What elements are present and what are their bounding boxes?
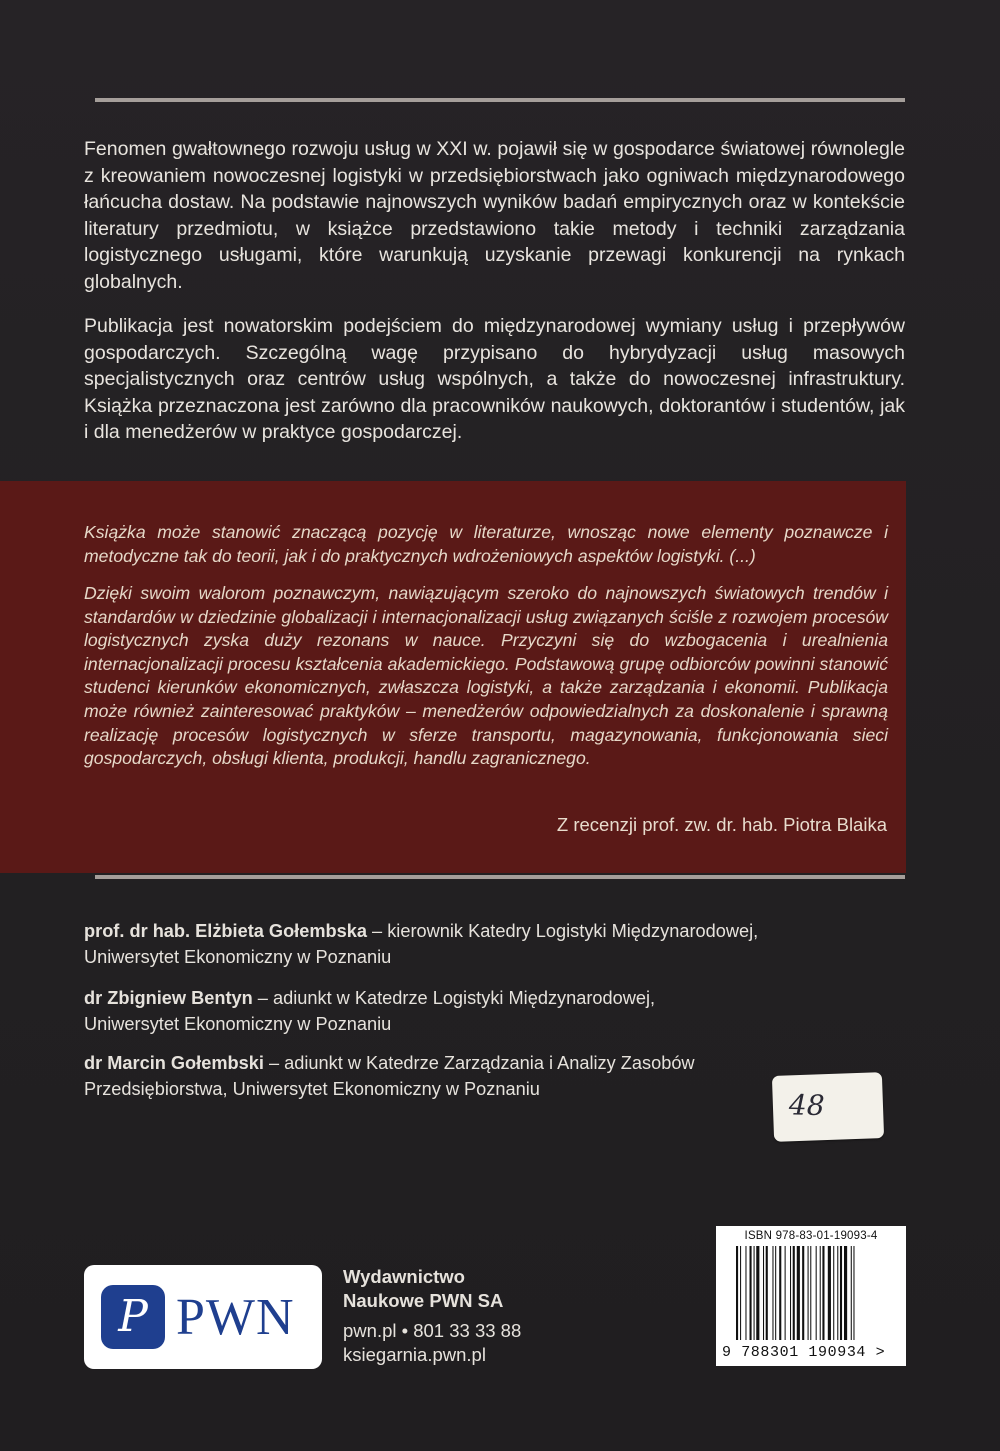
top-divider [95, 98, 905, 102]
review-attribution: Z recenzji prof. zw. dr. hab. Piotra Blaika [556, 814, 887, 835]
publisher-info [343, 1265, 521, 1367]
review-quote-1: Książka może stanowić znaczącą pozycję w literaturze, wnosząc nowe elementy poznawcze i metodyczne tak do teorii, jak i do praktycznych wdrożeniowych aspektów logistyki. (...) [84, 522, 888, 566]
review-quote-2: Dzięki swoim walorom poznawczym, nawiązującym szeroko do najnowszych światowych trendów i standardów w dziedzinie globalizacji i internacjonalizacji usług związanych ściśle z rozwojem procesów logistycznych zyska duży rezonans w nauce. Przyczyni się do wzbogacenia i urealnienia internacjonalizacji procesu kształcenia akademickiego. Podstawową grupę odbiorców powinni stanowić studenci kierunków ekonomicznych, zwłaszcza logistyki, a także zarządzania i ekonomii. Publikacja może również zainteresować praktyków – menedżerów odpowiedzialnych za doskonalenie i sprawną realizację procesów logistycznych w sferze transportu, magazynowania, funkcjonowania sieci gospodarczych, obsługi klienta, produkcji, handlu zagranicznego. [84, 583, 888, 769]
author-entry [84, 985, 904, 1037]
author-role: – adiunkt w Katedrze Logistyki Międzynarodowej, [252, 988, 656, 1008]
bottom-divider [95, 875, 905, 879]
publisher-name-line-2: Naukowe PWN SA [343, 1290, 504, 1311]
author-name: dr Zbigniew Bentyn [84, 988, 253, 1008]
author-entry [84, 918, 904, 970]
isbn-barcode-box [716, 1226, 906, 1366]
author-affiliation: Uniwersytet Ekonomiczny w Poznaniu [84, 1014, 392, 1034]
pwn-logo [84, 1265, 322, 1369]
barcode-icon [736, 1246, 892, 1342]
pwn-logo-text: PWN [176, 1289, 295, 1346]
publisher-name-line-1: Wydawnictwo [343, 1266, 465, 1287]
description-paragraph-1: Fenomen gwałtownego rozwoju usług w XXI w. pojawił się w gospodarce światowej równolegle z kreowaniem nowoczesnej logistyki w przedsiębiorstwach jako ogniwach międzynarodowego łańcucha dostaw. Na podstawie najnowszych wyników badań empirycznych oraz w kontekście literatury przedmiotu, w książce przedstawiono takie metody i techniki zarządzania logistycznego usługami, które warunkują uzyskanie przewagi konkurencji na rynkach globalnych. [84, 138, 905, 293]
author-role: – adiunkt w Katedrze Zarządzania i Analizy Zasobów [263, 1053, 695, 1073]
pwn-logo-icon: P [101, 1285, 165, 1349]
sticker-handwriting: 48 [788, 1088, 825, 1123]
price-sticker [772, 1072, 884, 1142]
publisher-contact: pwn.pl • 801 33 33 88 [343, 1320, 522, 1341]
author-affiliation: Przedsiębiorstwa, Uniwersytet Ekonomiczny w Poznaniu [84, 1079, 540, 1099]
author-name: dr Marcin Gołembski [84, 1053, 264, 1073]
publisher-shop-url: ksiegarnia.pwn.pl [343, 1344, 486, 1365]
isbn-digits: 9 788301 190934 > [722, 1344, 886, 1361]
author-name: prof. dr hab. Elżbieta Gołembska [84, 921, 367, 941]
isbn-label: ISBN 978-83-01-19093-4 [744, 1230, 878, 1242]
author-affiliation: Uniwersytet Ekonomiczny w Poznaniu [84, 947, 392, 967]
author-role: – kierownik Katedry Logistyki Międzynarodowej, [366, 921, 759, 941]
description-paragraph-2: Publikacja jest nowatorskim podejściem do międzynarodowej wymiany usług i przepływów gospodarczych. Szczególną wagę przypisano do hybrydyzacji usług masowych specjalistycznych oraz centrów usług wspólnych, a także do nowoczesnej infrastruktury. Książka przeznaczona jest zarówno dla pracowników naukowych, doktorantów i studentów, jak i dla menedżerów w praktyce gospodarczej. [84, 315, 905, 443]
